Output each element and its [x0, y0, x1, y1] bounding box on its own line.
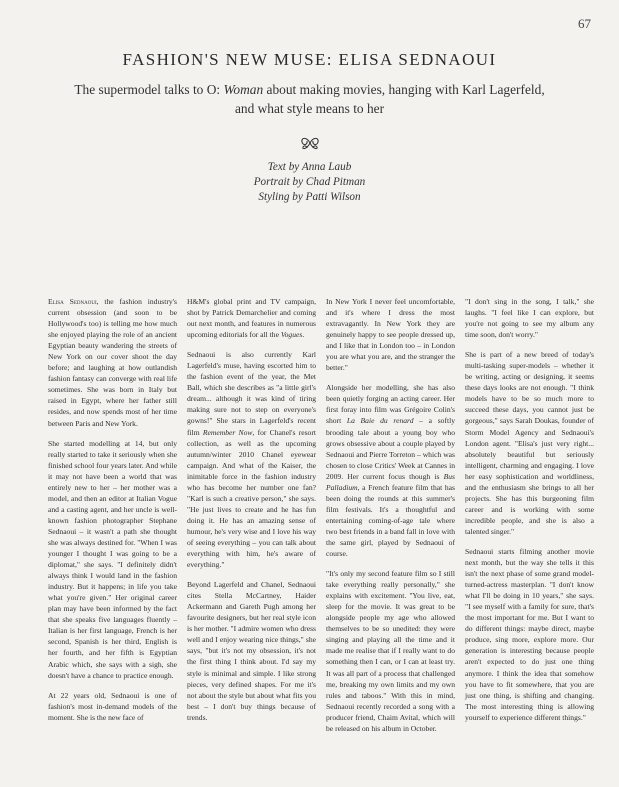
film-title: Remember Now: [202, 427, 253, 437]
article-body: [48, 296, 595, 734]
lead-in: Elisa Sednaoui: [48, 297, 97, 306]
credit-portrait-label: Portrait by: [253, 176, 306, 188]
credit-text-name: Anna Laub: [301, 161, 352, 173]
credit-text-label: Text by: [267, 161, 302, 173]
credit-portrait: [0, 175, 619, 190]
article-title: FASHION'S NEW MUSE: ELISA SEDNAOUI: [122, 50, 497, 69]
paragraph: [187, 349, 316, 570]
ornament-icon: [298, 134, 322, 152]
paragraph: "I don't sing in the song, I talk," she laughs. "I feel like I can explore, but you're not going to see my album any time soon, don't worry.": [465, 297, 594, 340]
column-1: [48, 296, 177, 734]
subtitle-text-end: about making movies, hanging with Karl Lagerfeld, and what style means to her: [234, 82, 545, 116]
paragraph-text: , for Chanel's resort collection, as well as the upcoming autumn/winter 2010 Chanel eyewear campaign. And what of the Kaiser, the inimitable force in the fashion industry who has become her number one fan? "Karl is such a creative person," she says. "He just lives to create and he has fun doing it. He has an amazing sense of humour, he's very wise and I love his way of seeing everything – you can talk about everything with him, he's aware of everything.": [187, 427, 316, 570]
credit-styling-label: Styling by: [258, 191, 306, 203]
paragraph: [48, 296, 177, 429]
paragraph-text: , a French feature film that has been doing the rounds at this summer's film festivals. It's a thoughtful and entertaining coming-of-age tale where two best friends in a band fall in love with the same girl, played by Sednaoui of course.: [326, 482, 455, 559]
paragraph: [187, 296, 316, 340]
column-4: [465, 296, 594, 734]
paragraph: She is part of a new breed of today's multi-tasking super-models – whether it be writing, acting or designing, it seems these days looks are not enough. "I think models have to be so much more to succeed these days, you cannot just be gorgeous," says Sarah Doukas, founder of Storm Model Agency and Sednaoui's London agent. "Elisa's just very right... absolutely beautiful but seriously intelligent, charming and engaging. I love her easy sophistication and worldliness, and the enthusiasm she brings to all her projects. She has this burgeoning film career and is working with some incredible people, and she is also a talented singer.": [465, 350, 594, 536]
film-title: Bus Palladium: [326, 471, 455, 492]
paragraph-text: Alongside her modelling, she has also been quietly forging an acting career. Her first foray into film was Grégoire Colin's short: [326, 383, 455, 426]
paragraph: Sednaoui starts filming another movie next month, but the way she tells it this isn't the next phase of some grand model-turned-actress masterplan. "I don't know what I'll be doing in 10 years," she says. "I see myself with a family for sure, that's the most important for me. But I want to do different things: maybe direct, maybe produce, sing more, explore more. Our generation is interesting because people aren't expected to do just one thing anymore. I think the idea that somehow you have to fit somewhere, that you are just one thing, is shifting and changing. The most interesting thing is allowing yourself to experience different things.": [465, 546, 594, 722]
paragraph-text: – a softly brooding tale about a young boy who grows obsessive about a couple played by Sednaoui and Pierre Torreton – which was chosen to close Critics' Week at Cannes in 2009. Her current focus though is: [326, 416, 455, 481]
paragraph: At 22 years old, Sednaoui is one of fashion's most in-demand models of the moment. She is the new face of: [48, 690, 177, 722]
credit-styling: [0, 190, 619, 205]
paragraph-text: H&M's global print and TV campaign, shot by Patrick Demarchelier and coming out next month, and features in numerous upcoming editorials for all the: [187, 297, 316, 340]
publication-name: Vogues: [280, 330, 303, 340]
subtitle-text-start: The supermodel talks to O:: [74, 82, 224, 97]
subtitle-magazine-name: Woman: [223, 82, 264, 97]
paragraph: [326, 382, 455, 559]
paragraph: In New York I never feel uncomfortable, and it's where I dress the most extravagantly. In New York they are genuinely happy to see people dressed up, and I like that in London too – in London you are what you are, and the stranger the better.": [326, 297, 455, 373]
credit-text: [0, 160, 619, 175]
paragraph-text: , the fashion industry's current obsession (and soon to be Hollywood's too) is telling me how much she enjoyed playing the role of an ancient Egyptian beauty wandering the streets of New York on our cover shoot the day before; and laughing at how outlandish fashion fantasy can converge with real life sometimes. She was born in Italy but raised in Egypt, where her father still resides, and now spends most of her time between Paris and New York.: [48, 297, 177, 428]
film-title: La Baie du renard: [346, 416, 414, 426]
paragraph: "It's only my second feature film so I still take everything really personally," she explains with excitement. "You live, eat, sleep for the movie. It was great to be alongside people my age who allowed themselves to be so unedited: they were singing and playing all the time and it made me realise that if I really want to do something then I can, or I can at least try. It was all part of a process that challenged me, breaking my own limits and my own rules and taboos." With this in mind, Sednaoui recently recorded a song with a producer friend, Chaim Avital, which will be released on his album in October.: [326, 569, 455, 733]
paragraph-text: Sednaoui is also currently Karl Lagerfeld's muse, having escorted him to the fashion event of the year, the Met Ball, which she describes as "a little girl's dream... although it was kind of tiring making sure not to step on everyone's gowns!" She stars in Lagerfeld's recent film: [187, 350, 316, 437]
article-subtitle: [70, 80, 549, 118]
column-2: [187, 296, 316, 734]
column-3: [326, 296, 455, 734]
article-credits: [0, 160, 619, 205]
page-number: 67: [578, 16, 591, 31]
paragraph: Beyond Lagerfeld and Chanel, Sednaoui cites Stella McCartney, Haider Ackermann and Gareth Pugh among her favourite designers, but her real style icon is her mother. "I admire women who dress well and I enjoy wearing nice things," she says, "but it's not my obsession, it's not the first thing I think about. I'd say my style is minimal and simple. I like strong pieces, very defined shapes. For me it's not about the style but about what fits you best – I don't buy things because of trends.: [187, 580, 316, 722]
paragraph-text: .: [302, 330, 305, 340]
credit-portrait-name: Chad Pitman: [305, 176, 366, 188]
credit-styling-name: Patti Wilson: [305, 191, 361, 203]
paragraph: She started modelling at 14, but only really started to take it seriously when she finished school four years later. And while it may not have been a world that was entirely new to her – her mother was a model, and then an editor at Italian Vogue and a casting agent, and her uncle is well-known fashion photographer Stephane Sednaoui – it wasn't a path she thought she was always destined for. "When I was younger I thought I was going to be a diplomat," she says. "I definitely didn't always think I would land in the fashion industry. But it happens; in life you take what you're given." Her original career plan may have been informed by the fact that she speaks five languages fluently – Italian is her first language, French is her second, Spanish is her third, English is her fourth, and her fifth is Egyptian Arabic which, she says with a sigh, she doesn't have a chance to practice enough.: [48, 438, 177, 680]
